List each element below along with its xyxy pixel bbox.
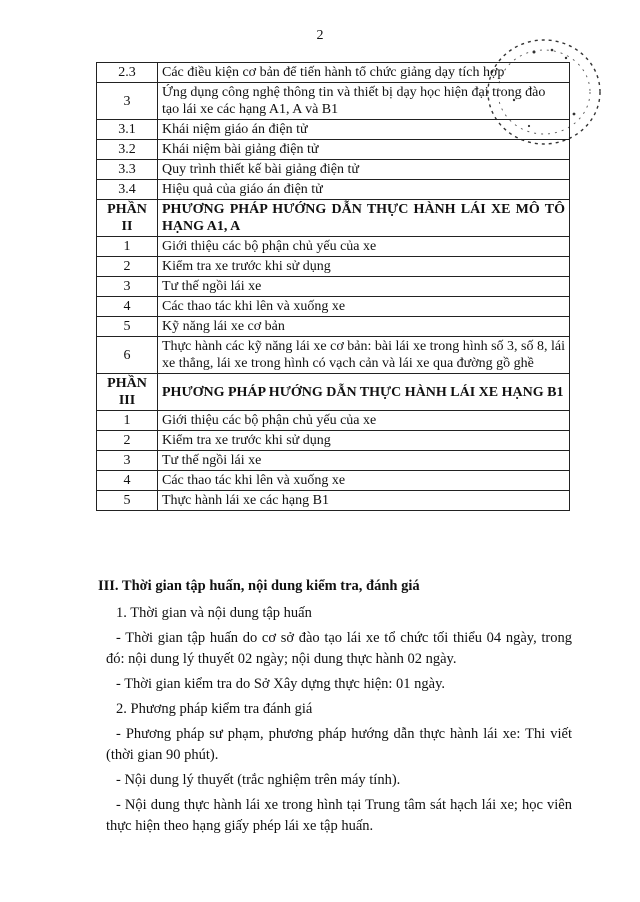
- paragraph: - Phương pháp sư phạm, phương pháp hướng dẫn thực hành lái xe: Thi viết (thời gian 90 phút).: [106, 726, 572, 763]
- table-row: [97, 237, 570, 257]
- section-heading: III. Thời gian tập huấn, nội dung kiểm tra, đánh giá: [98, 578, 420, 594]
- row-number: 2: [97, 257, 158, 277]
- row-number: 2.3: [97, 63, 158, 83]
- part-title: PHƯƠNG PHÁP HƯỚNG DẪN THỰC HÀNH LÁI XE MÔ TÔ HẠNG A1, A: [158, 200, 570, 237]
- table-row: [97, 180, 570, 200]
- row-text: Tư thế ngồi lái xe: [158, 277, 570, 297]
- row-text: Tư thế ngồi lái xe: [158, 451, 570, 471]
- row-number: 3: [97, 451, 158, 471]
- row-number: 5: [97, 491, 158, 511]
- row-number: 5: [97, 317, 158, 337]
- table-row: [97, 297, 570, 317]
- row-number: 3.3: [97, 160, 158, 180]
- table-row: [97, 120, 570, 140]
- row-number: 4: [97, 297, 158, 317]
- row-text: Các điều kiện cơ bản để tiến hành tổ chức giảng dạy tích hợp: [158, 63, 570, 83]
- table-row: [97, 337, 570, 374]
- table-row: [97, 451, 570, 471]
- table-row: [97, 411, 570, 431]
- row-text: Các thao tác khi lên và xuống xe: [158, 471, 570, 491]
- row-text: Giới thiệu các bộ phận chủ yếu của xe: [158, 237, 570, 257]
- row-text: Khái niệm giáo án điện tử: [158, 120, 570, 140]
- paragraph: - Thời gian kiểm tra do Sở Xây dựng thực hiện: 01 ngày.: [116, 676, 446, 692]
- row-number: 3: [97, 277, 158, 297]
- row-text: Thực hành các kỹ năng lái xe cơ bản: bài lái xe trong hình số 3, số 8, lái xe thẳng, lái xe trong hình có vạch cản và lái xe qua đường gồ ghề: [158, 337, 570, 374]
- row-text: Kiểm tra xe trước khi sử dụng: [158, 257, 570, 277]
- content-outline-table: [96, 62, 570, 511]
- subsection-heading: 1. Thời gian và nội dung tập huấn: [116, 605, 312, 621]
- table-row: [97, 83, 570, 120]
- row-number: 6: [97, 337, 158, 374]
- part-title: PHƯƠNG PHÁP HƯỚNG DẪN THỰC HÀNH LÁI XE HẠNG B1: [158, 374, 570, 411]
- table-row: [97, 277, 570, 297]
- row-text: Giới thiệu các bộ phận chủ yếu của xe: [158, 411, 570, 431]
- row-text: Ứng dụng công nghệ thông tin và thiết bị dạy học hiện đại trong đào tạo lái xe các hạng A1, A và B1: [158, 83, 570, 120]
- row-number: 4: [97, 471, 158, 491]
- row-number: 1: [97, 411, 158, 431]
- table-row: [97, 140, 570, 160]
- table-row: [97, 257, 570, 277]
- table-row: [97, 317, 570, 337]
- row-number: 3.2: [97, 140, 158, 160]
- row-number: 2: [97, 431, 158, 451]
- table-row: [97, 431, 570, 451]
- part-3-header: [97, 374, 570, 411]
- paragraph: - Nội dung lý thuyết (trắc nghiệm trên máy tính).: [116, 772, 401, 788]
- table-row: [97, 160, 570, 180]
- part-label: PHẦN III: [97, 374, 158, 411]
- row-text: Quy trình thiết kế bài giảng điện tử: [158, 160, 570, 180]
- row-text: Kiểm tra xe trước khi sử dụng: [158, 431, 570, 451]
- subsection-heading: 2. Phương pháp kiểm tra đánh giá: [116, 701, 313, 717]
- row-text: Thực hành lái xe các hạng B1: [158, 491, 570, 511]
- table-row: [97, 491, 570, 511]
- row-text: Kỹ năng lái xe cơ bản: [158, 317, 570, 337]
- table-row: [97, 471, 570, 491]
- row-text: Khái niệm bài giảng điện tử: [158, 140, 570, 160]
- row-number: 3.1: [97, 120, 158, 140]
- row-number: 1: [97, 237, 158, 257]
- table-row: [97, 63, 570, 83]
- part-label: PHẦN II: [97, 200, 158, 237]
- row-number: 3: [97, 83, 158, 120]
- paragraph: - Thời gian tập huấn do cơ sở đào tạo lái xe tổ chức tối thiểu 04 ngày, trong đó: nội dung lý thuyết 02 ngày; nội dung thực hành 02 ngày.: [106, 630, 572, 667]
- paragraph: - Nội dung thực hành lái xe trong hình tại Trung tâm sát hạch lái xe; học viên thực hiện theo hạng giấy phép lái xe tập huấn.: [106, 797, 572, 834]
- row-text: Hiệu quả của giáo án điện tử: [158, 180, 570, 200]
- row-number: 3.4: [97, 180, 158, 200]
- row-text: Các thao tác khi lên và xuống xe: [158, 297, 570, 317]
- page-number: 2: [316, 28, 324, 43]
- part-2-header: [97, 200, 570, 237]
- section-body: [98, 576, 572, 841]
